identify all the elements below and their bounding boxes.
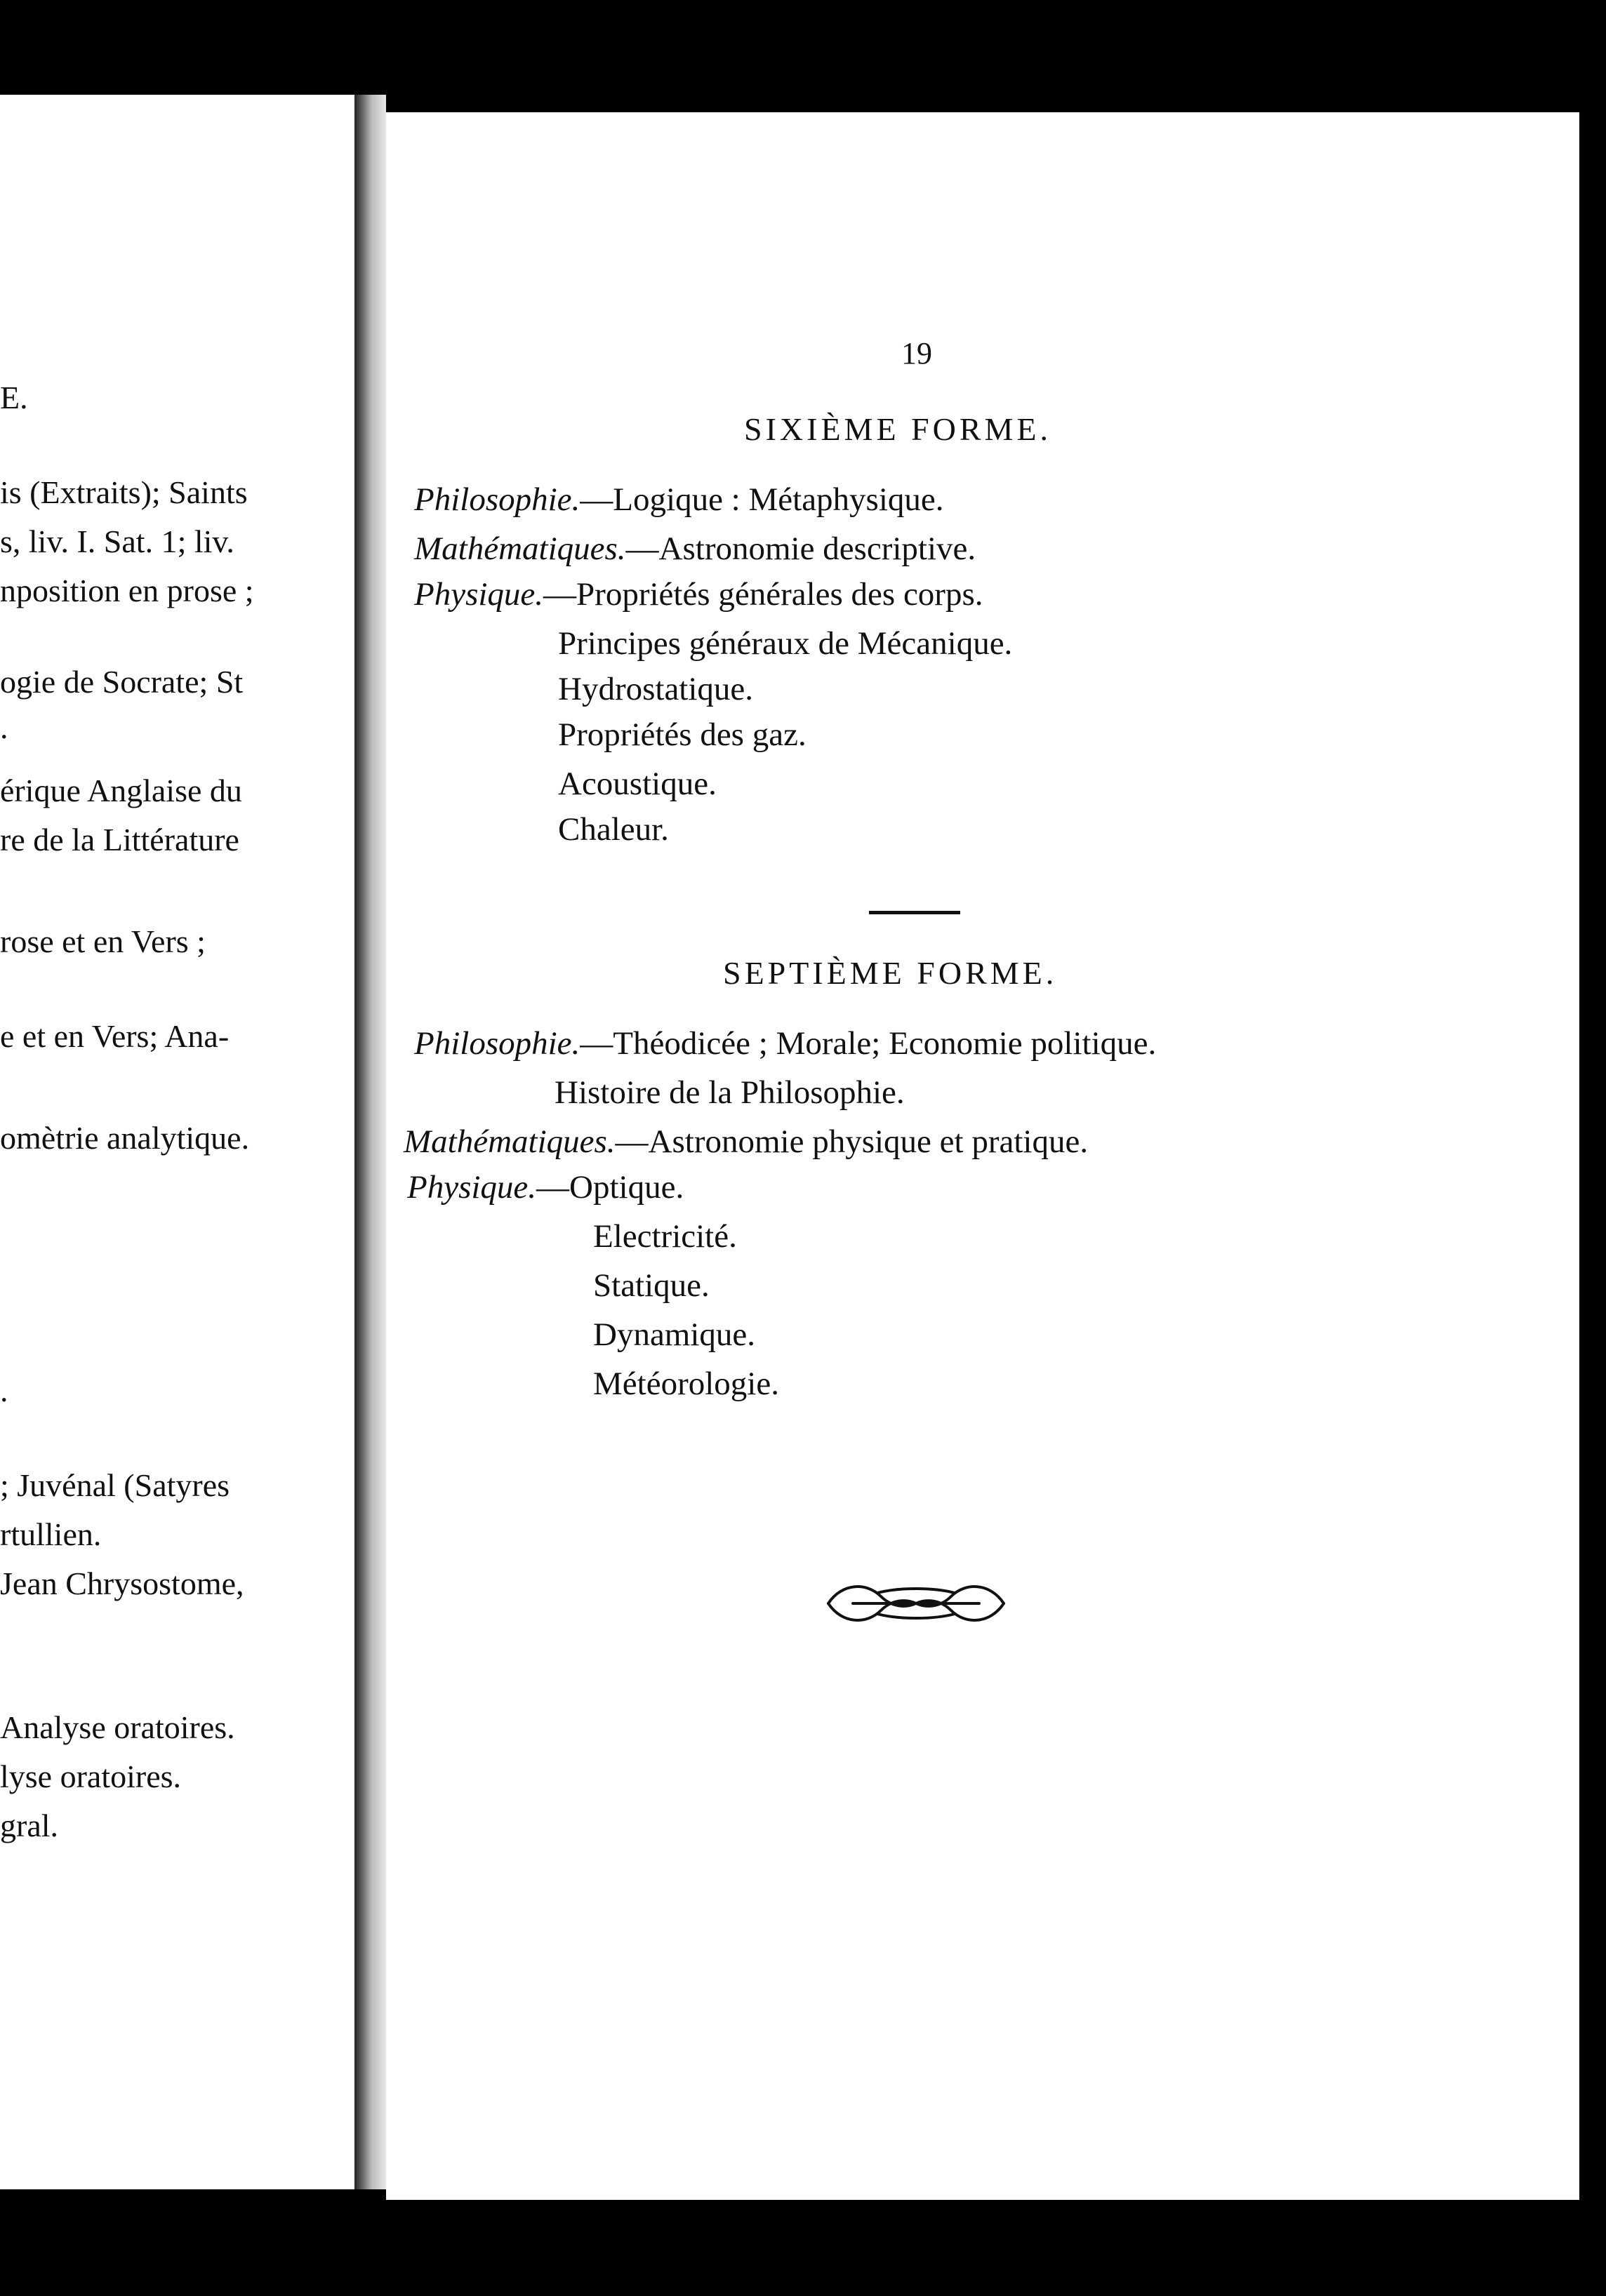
line-mathematiques <box>414 530 976 568</box>
subject-text: —Théodicée ; Morale; Economie politique. <box>580 1025 1157 1062</box>
page-number: 19 <box>901 336 932 371</box>
left-text-line: rose et en Vers ; <box>0 923 206 959</box>
ornament-flourish-icon <box>814 1572 1018 1635</box>
section-heading-septieme: SEPTIÈME FORME. <box>723 955 1058 991</box>
left-page-fragment <box>0 95 354 2189</box>
list-item: Statique. <box>593 1267 710 1304</box>
subject-text: —Logique : Métaphysique. <box>580 481 944 518</box>
list-item: Electricité. <box>593 1218 737 1255</box>
left-text-line: nposition en prose ; <box>0 573 254 608</box>
line-continuation: Histoire de la Philosophie. <box>555 1074 905 1111</box>
subject-text: —Optique. <box>536 1169 684 1206</box>
left-text-line: ; Juvénal (Satyres <box>0 1467 230 1503</box>
subject-label: Philosophie. <box>414 481 580 518</box>
line-physique <box>414 575 983 613</box>
list-item: Hydrostatique. <box>558 671 754 707</box>
subject-label: Philosophie. <box>414 1025 580 1062</box>
list-item: Acoustique. <box>558 766 717 802</box>
section-divider <box>869 911 960 914</box>
subject-label: Physique. <box>414 576 544 613</box>
line-philosophie <box>414 1024 1156 1062</box>
left-text-line: E. <box>0 380 28 415</box>
list-item: Principes généraux de Mécanique. <box>558 625 1013 662</box>
left-text-line: gral. <box>0 1808 59 1843</box>
list-item: Chaleur. <box>558 811 669 848</box>
line-mathematiques <box>404 1123 1088 1161</box>
left-text-line: lyse oratoires. <box>0 1758 182 1794</box>
section-heading-sixieme: SIXIÈME FORME. <box>744 411 1052 447</box>
left-text-line: Jean Chrysostome, <box>0 1566 244 1601</box>
list-item: Dynamique. <box>593 1316 756 1353</box>
left-text-line: is (Extraits); Saints <box>0 474 248 510</box>
subject-text: —Astronomie physique et pratique. <box>615 1123 1089 1160</box>
left-text-line: e et en Vers; Ana- <box>0 1018 230 1054</box>
subject-text: —Astronomie descriptive. <box>625 530 976 567</box>
left-text-line: rtullien. <box>0 1516 102 1552</box>
list-item: Propriétés des gaz. <box>558 716 807 753</box>
left-text-line: . <box>0 1373 8 1408</box>
left-text-line: s, liv. I. Sat. 1; liv. <box>0 523 234 559</box>
line-physique <box>407 1168 684 1206</box>
subject-label: Mathématiques. <box>404 1123 616 1160</box>
subject-text: —Propriétés générales des corps. <box>543 576 983 613</box>
book-gutter <box>354 95 386 2189</box>
left-text-line: . <box>0 709 8 745</box>
left-text-line: ogie de Socrate; St <box>0 664 244 700</box>
subject-label: Physique. <box>407 1169 537 1206</box>
left-text-line: re de la Littérature <box>0 822 239 857</box>
left-text-line: Analyse oratoires. <box>0 1709 235 1745</box>
left-text-line: érique Anglaise du <box>0 773 242 808</box>
subject-label: Mathématiques. <box>414 530 626 567</box>
line-philosophie <box>414 481 944 519</box>
list-item: Météorologie. <box>593 1366 779 1402</box>
left-text-line: omètrie analytique. <box>0 1120 250 1156</box>
